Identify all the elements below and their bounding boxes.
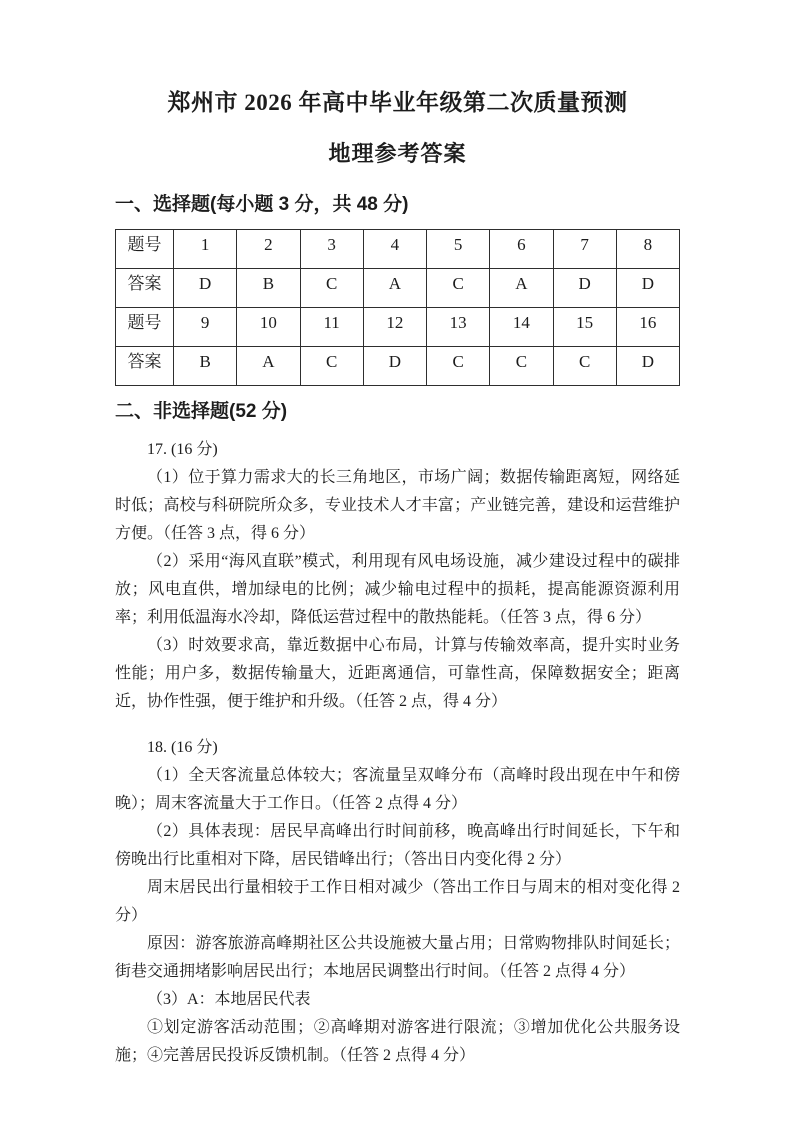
question-17 (115, 436, 680, 716)
answer-cell: A (363, 269, 426, 308)
question-number-cell: 1 (174, 230, 237, 269)
answer-cell: A (490, 269, 553, 308)
answer-cell: C (427, 269, 490, 308)
question-number-cell: 4 (363, 230, 426, 269)
answer-cell: D (174, 269, 237, 308)
q17-answer-part2: （2）采用“海风直联”模式，利用现有风电场设施，减少建设过程中的碳排放；风电直供，增加绿电的比例；减少输电过程中的损耗，提高能源资源利用率；利用低温海水冷却，降低运营过程中的散热能耗。（任答 3 点，得 6 分） (115, 553, 680, 626)
question-number-cell: 5 (427, 230, 490, 269)
answer-cell: C (300, 269, 363, 308)
q18-answer-part2-reason: 原因：游客旅游高峰期社区公共设施被大量占用；日常购物排队时间延长；街巷交通拥堵影响居民出行；本地居民调整出行时间。（任答 2 点得 4 分） (115, 935, 680, 980)
q18-answer-part1: （1）全天客流量总体较大；客流量呈双峰分布（高峰时段出现在中午和傍晚）；周末客流量大于工作日。（任答 2 点得 4 分） (115, 767, 680, 812)
q17-answer-part3: （3）时效要求高，靠近数据中心布局，计算与传输效率高，提升实时业务性能；用户多，数据传输量大，近距离通信，可靠性高，保障数据安全；距离近，协作性强，便于维护和升级。（任答 2 点，得 4 分） (115, 637, 680, 710)
answer-cell: D (616, 347, 679, 386)
answer-cell: B (174, 347, 237, 386)
question-number-cell: 3 (300, 230, 363, 269)
table-row-answers-1 (116, 269, 680, 308)
question-number-cell: 11 (300, 308, 363, 347)
table-row-question-numbers-2 (116, 308, 680, 347)
q18-answer-part2: （2）具体表现：居民早高峰出行时间前移，晚高峰出行时间延长，下午和傍晚出行比重相对下降，居民错峰出行；（答出日内变化得 2 分） (115, 823, 680, 868)
answer-cell: C (553, 347, 616, 386)
doc-title: 郑州市 2026 年高中毕业年级第二次质量预测 (167, 90, 628, 115)
question-18-number: 18. (16 分) (147, 739, 218, 756)
answer-cell: D (363, 347, 426, 386)
doc-subtitle: 地理参考答案 (328, 141, 467, 166)
section-choice-heading: 一、选择题(每小题 3 分，共 48 分) (115, 194, 409, 215)
question-number-cell: 12 (363, 308, 426, 347)
question-number-cell: 7 (553, 230, 616, 269)
q18-answer-part3-role: （3）A：本地居民代表 (147, 991, 311, 1008)
question-number-cell: 15 (553, 308, 616, 347)
answer-cell: B (237, 269, 300, 308)
question-number-cell: 10 (237, 308, 300, 347)
answer-cell: C (490, 347, 553, 386)
answer-cell: C (427, 347, 490, 386)
answer-cell: C (300, 347, 363, 386)
answer-cell: A (237, 347, 300, 386)
question-number-cell: 13 (427, 308, 490, 347)
table-row-question-numbers-1 (116, 230, 680, 269)
section-essay-heading: 二、非选择题(52 分) (115, 401, 288, 422)
answer-cell: D (616, 269, 679, 308)
question-number-cell: 8 (616, 230, 679, 269)
row-label: 答案 (116, 347, 174, 386)
row-label: 题号 (116, 230, 174, 269)
question-18 (115, 734, 680, 1070)
answer-cell: D (553, 269, 616, 308)
row-label: 题号 (116, 308, 174, 347)
question-number-cell: 2 (237, 230, 300, 269)
question-number-cell: 6 (490, 230, 553, 269)
q17-answer-part1: （1）位于算力需求大的长三角地区，市场广阔；数据传输距离短，网络延时低；高校与科研院所众多，专业技术人才丰富；产业链完善，建设和运营维护方便。（任答 3 点，得 6 分） (115, 469, 680, 542)
q18-answer-part2-weekend: 周末居民出行量相较于工作日相对减少（答出工作日与周末的相对变化得 2 分） (115, 879, 680, 924)
question-number-cell: 9 (174, 308, 237, 347)
question-number-cell: 14 (490, 308, 553, 347)
q18-answer-part3-measures: ①划定游客活动范围；②高峰期对游客进行限流；③增加优化公共服务设施；④完善居民投诉反馈机制。（任答 2 点得 4 分） (115, 1019, 680, 1064)
answer-table (115, 229, 680, 386)
question-17-number: 17. (16 分) (147, 441, 218, 458)
question-number-cell: 16 (616, 308, 679, 347)
row-label: 答案 (116, 269, 174, 308)
table-row-answers-2 (116, 347, 680, 386)
